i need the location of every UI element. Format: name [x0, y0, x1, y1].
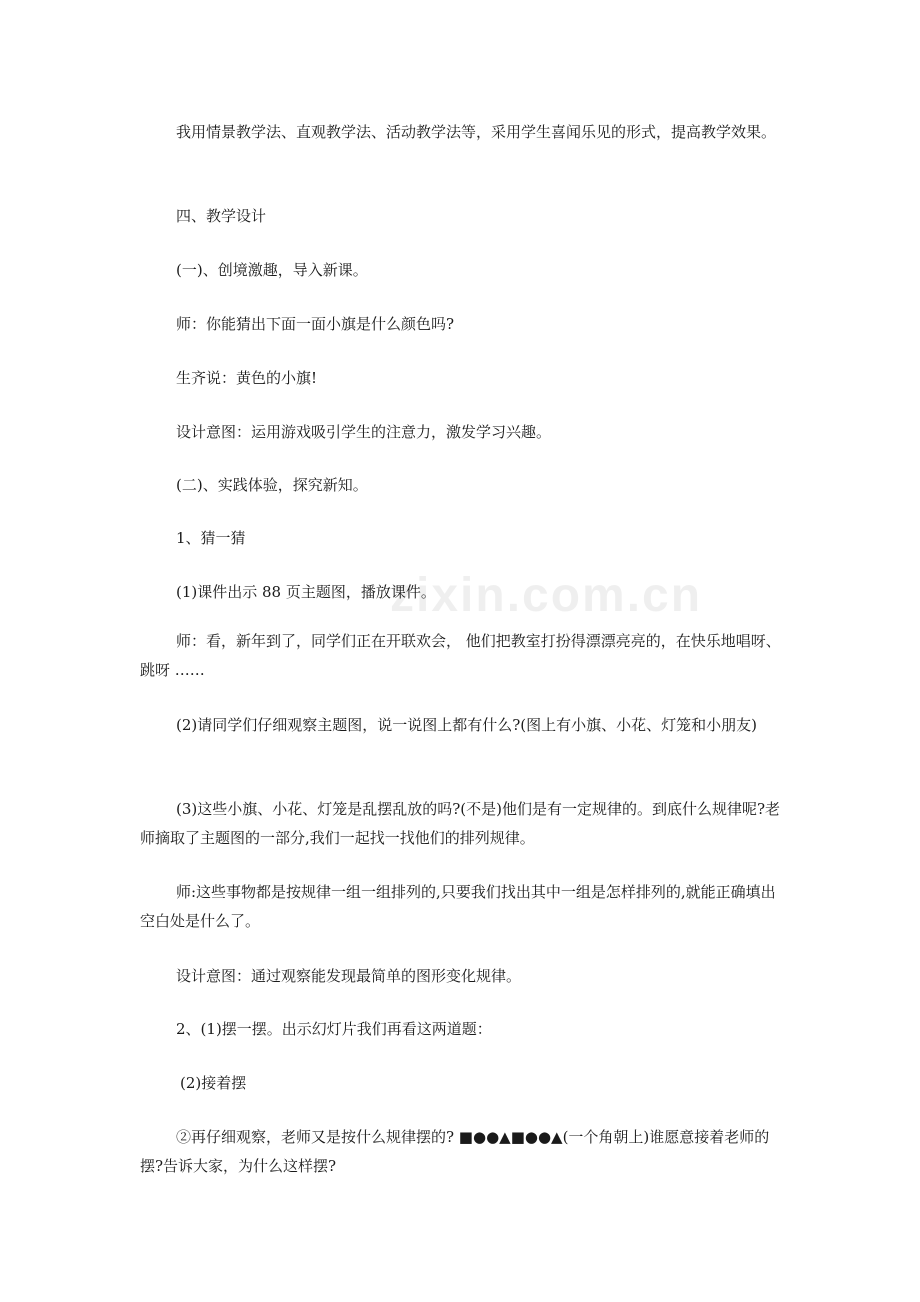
item-arrange: 2、(1)摆一摆。出示幻灯片我们再看这两道题： — [176, 1020, 492, 1038]
paragraph-observe-again: ②再仔细观察，老师又是按什么规律摆的? ■●●▲■●●▲(一个角朝上)谁愿意接着老师的摆?告诉大家，为什么这样摆? — [140, 1128, 770, 1175]
paragraph-courseware: (1)课件出示 88 页主题图，播放课件。 — [176, 583, 436, 601]
paragraph-observe-picture: (2)请同学们仔细观察主题图，说一说图上都有什么?(图上有小旗、小花、灯笼和小朋友) — [176, 716, 757, 734]
section-heading-teaching-design: 四、教学设计 — [176, 207, 267, 225]
paragraph-design-intent-2: 设计意图：通过观察能发现最简单的图形变化规律。 — [176, 967, 522, 985]
item-continue-arrange: (2)接着摆 — [180, 1074, 247, 1092]
paragraph-students-answer: 生齐说：黄色的小旗! — [176, 369, 318, 387]
subheading-practice: (二)、实践体验，探究新知。 — [176, 476, 368, 494]
paragraph-design-intent-1: 设计意图：运用游戏吸引学生的注意力，激发学习兴趣。 — [176, 423, 552, 441]
watermark: zixin.com.cn — [390, 569, 703, 622]
paragraph-teacher-explain: 师:这些事物都是按规律一组一组排列的,只要我们找出其中一组是怎样排列的,就能正确填出空白处是什么了。 — [140, 883, 776, 930]
subheading-intro: (一)、创境激趣，导入新课。 — [176, 261, 368, 279]
paragraph-teaching-methods: 我用情景教学法、直观教学法、活动教学法等，采用学生喜闻乐见的形式，提高教学效果。 — [176, 123, 777, 141]
paragraph-teacher-new-year: 师：看，新年到了，同学们正在开联欢会， 他们把教室打扮得漂漂亮亮的，在快乐地唱呀、跳呀 …… — [140, 632, 781, 679]
item-guess: 1、猜一猜 — [176, 529, 246, 547]
paragraph-arrangement-rule: (3)这些小旗、小花、灯笼是乱摆乱放的吗?(不是)他们是有一定规律的。到底什么规律呢?老师摘取了主题图的一部分,我们一起找一找他们的排列规律。 — [140, 800, 781, 847]
paragraph-teacher-question: 师：你能猜出下面一面小旗是什么颜色吗? — [176, 315, 455, 333]
